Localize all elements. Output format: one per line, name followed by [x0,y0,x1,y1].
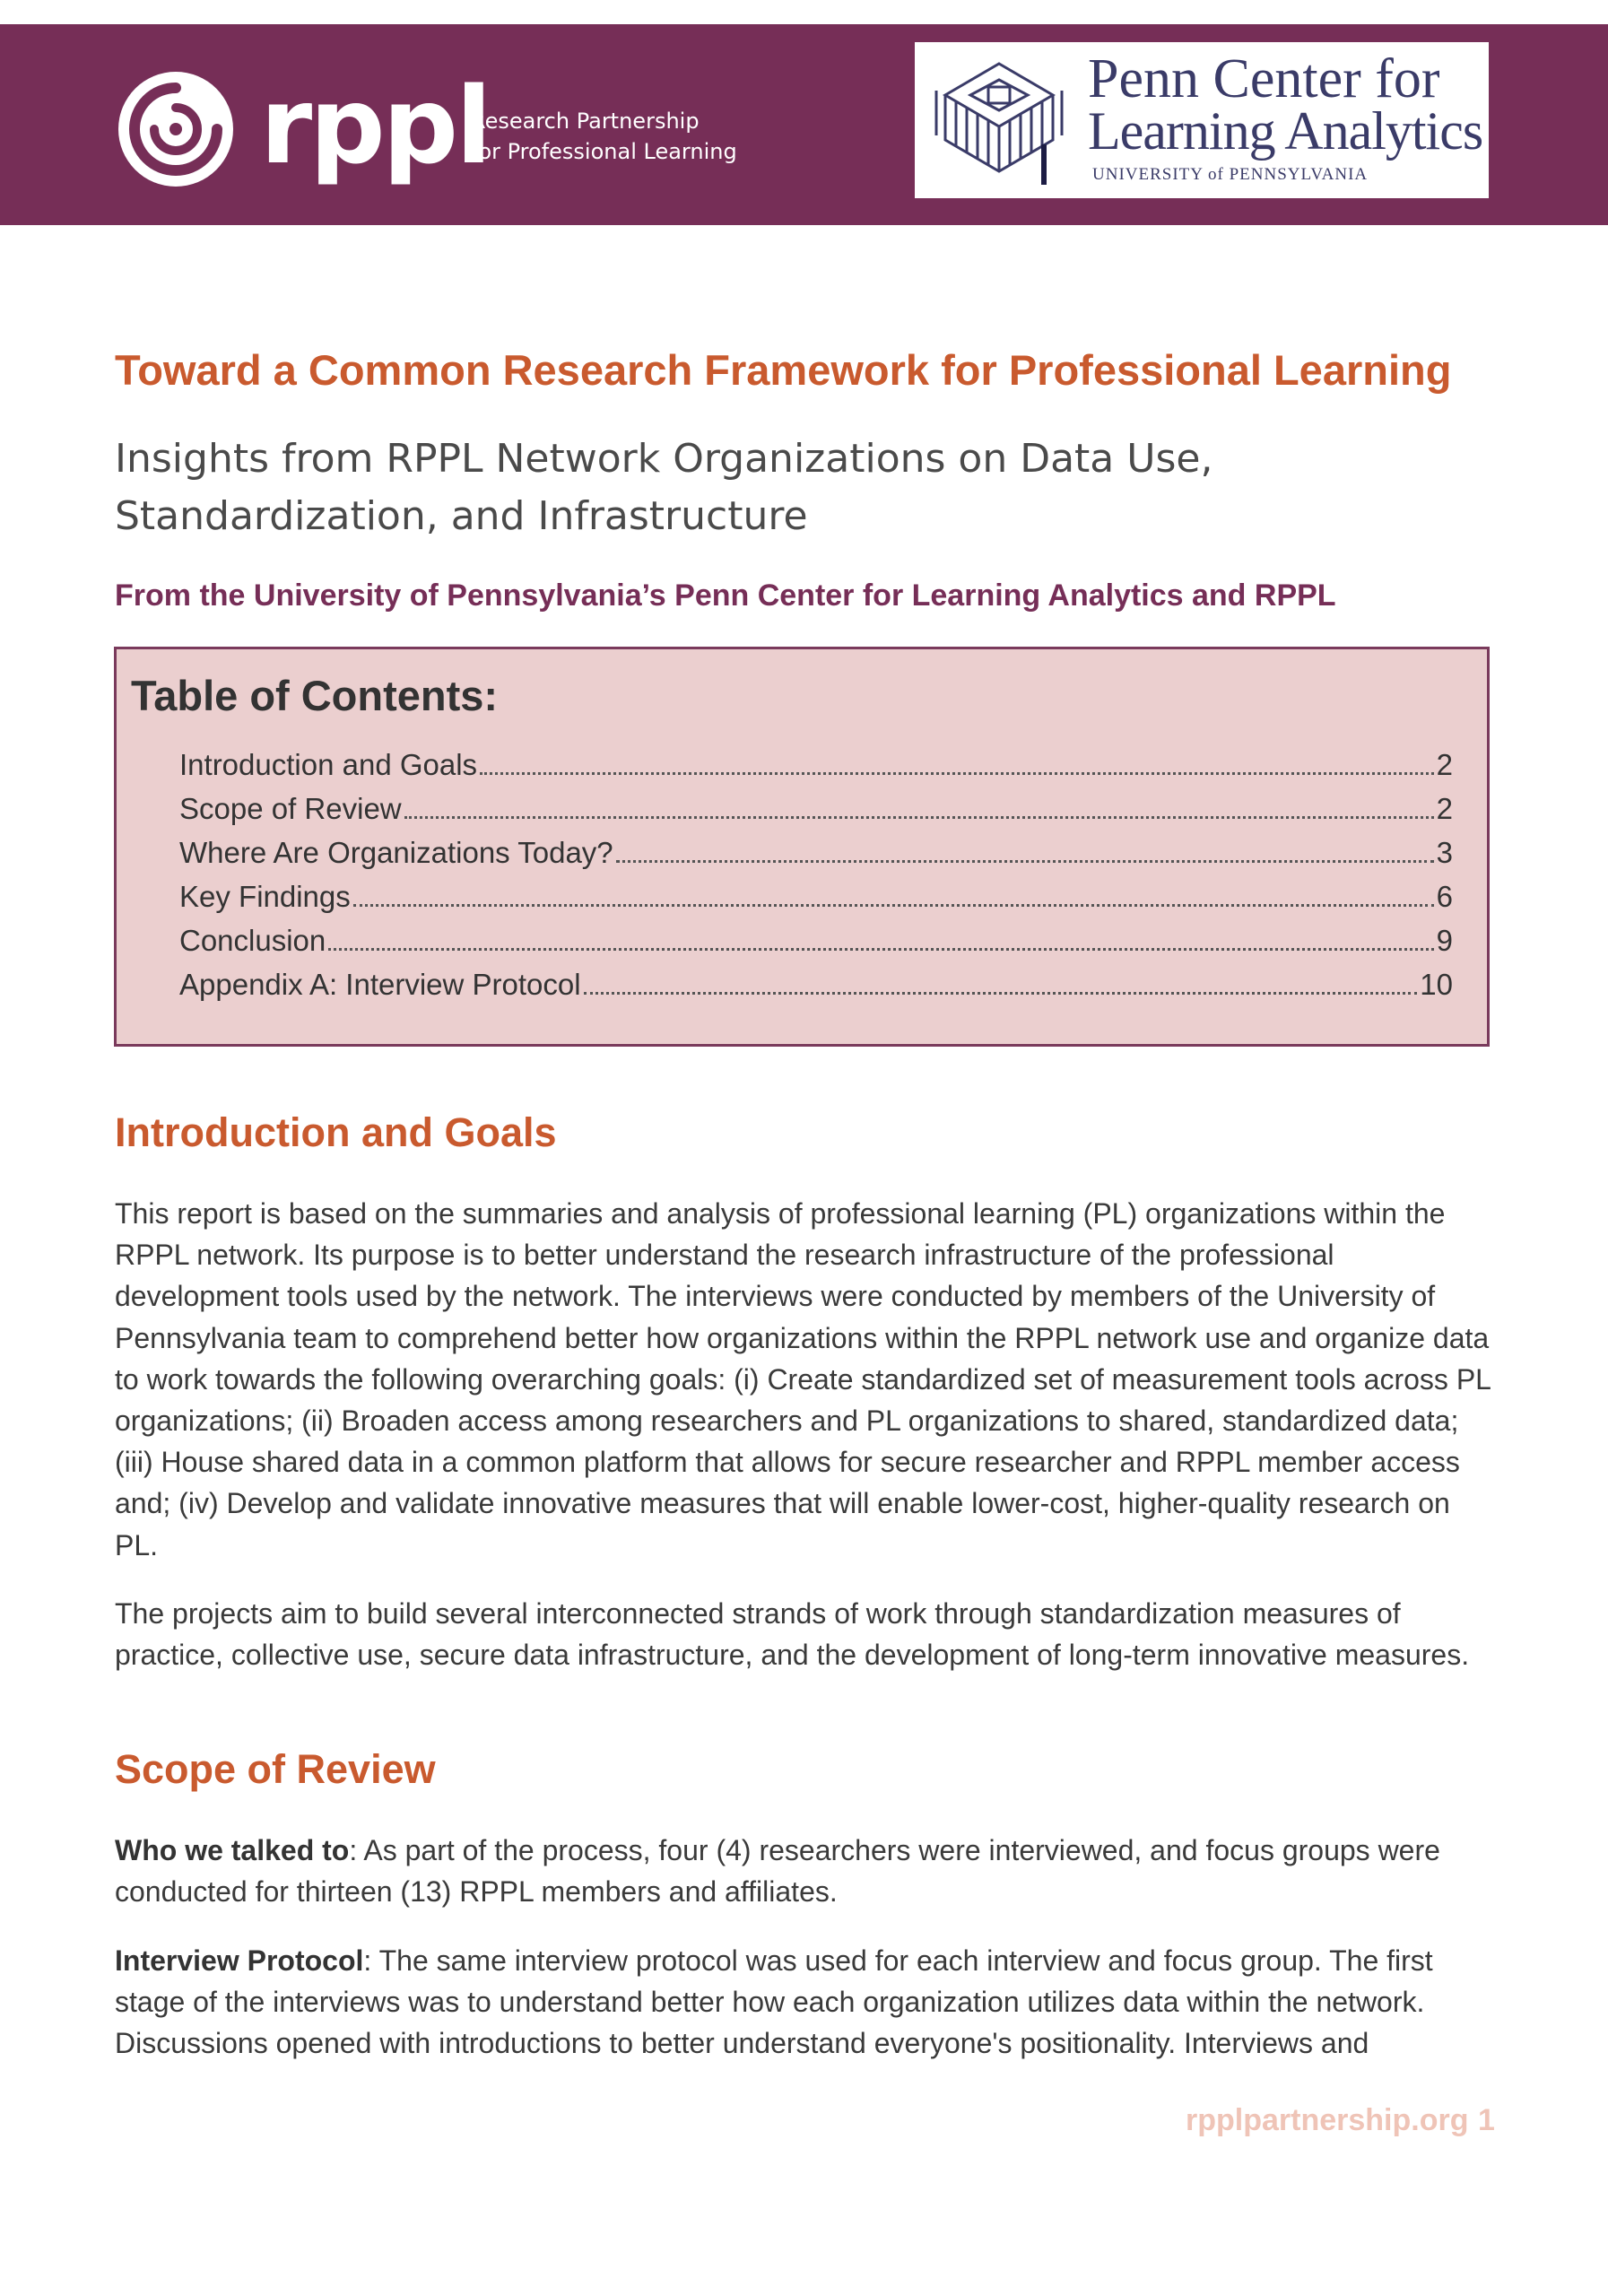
toc-item[interactable] [179,792,1453,836]
scope-text-who: : As part of the process, four (4) researchers were interviewed, and focus groups were conducted for thirteen (13) RPPL members and affiliates. [115,1834,1440,1909]
toc-list [179,748,1453,1012]
scope-text-protocol: : The same interview protocol was used for each interview and focus group. The first stage of the interviews was to understand better how each organization utilizes data within the network. Discussions opened with introductions to better understand everyone's positionality. Interviews and [115,1944,1433,2060]
toc-item[interactable] [179,836,1453,880]
toc-leader-dots [480,771,1434,775]
section-heading-intro: Introduction and Goals [115,1109,557,1155]
penn-center-logo [915,42,1489,198]
page-number: 1 [1478,2103,1495,2137]
toc-item-page: 10 [1420,968,1453,1001]
partner-name-line2: Learning Analytics [1088,101,1483,161]
document-title: Toward a Common Research Framework for Professional Learning [115,346,1452,394]
scope-paragraph-1 [115,1830,1496,1912]
toc-item[interactable] [179,968,1453,1012]
toc-item-label: Appendix A: Interview Protocol [179,968,581,1001]
toc-leader-dots [584,991,1418,995]
toc-item-label: Conclusion [179,924,326,957]
intro-paragraph-2: The projects aim to build several interconnected strands of work through standardization measures of practice, collective use, secure data infrastructure, and the development of long-term innovative measures. [115,1597,1470,1672]
document-subtitle: Insights from RPPL Network Organizations on Data Use, Standardization, and Infrastructure [115,436,1213,539]
toc-item-label: Where Are Organizations Today? [179,836,613,869]
toc-leader-dots [404,815,1434,819]
rppl-spiral-logo-icon [115,68,237,190]
document-attribution: From the University of Pennsylvania’s Penn Center for Learning Analytics and RPPL [115,578,1336,613]
toc-item-label: Scope of Review [179,792,402,825]
toc-item-label: Introduction and Goals [179,748,478,781]
rppl-tagline [471,106,737,167]
footer-url[interactable]: rpplpartnership.org [1186,2103,1469,2137]
toc-item-page: 2 [1436,748,1453,781]
penn-emblem-icon [927,55,1071,189]
rppl-wordmark: rppl [260,64,490,187]
partner-name-line1: Penn Center for [1088,48,1440,109]
section-heading-scope: Scope of Review [115,1746,436,1792]
rppl-tagline-line1: Research Partnership [471,109,700,134]
scope-paragraph-2 [115,1940,1496,2065]
toc-leader-dots [616,859,1434,863]
toc-item-page: 9 [1436,924,1453,957]
intro-paragraph-1: This report is based on the summaries and analysis of professional learning (PL) organizations within the RPPL network. Its purpose is to better understand the research infrastructure of the professional development tools used by the network. The interviews were conducted by members of the University of Pennsylvania team to comprehend better how organizations within the RPPL network use and organize data to work towards the following overarching goals: (i) Create standardized set of measurement tools across PL organizations; (ii) Broaden access among researchers and PL organizations to shared, standardized data; (iii) House shared data in a common platform that allows for secure researcher and RPPL member access and; (iv) Develop and validate innovative measures that will enable lower-cost, higher-quality research on PL. [115,1197,1491,1561]
rppl-tagline-line2: for Professional Learning [471,139,737,164]
toc-leader-dots [328,947,1433,951]
toc-item-page: 3 [1436,836,1453,869]
toc-item[interactable] [179,748,1453,792]
scope-lead-protocol: Interview Protocol [115,1944,364,1977]
toc-item-page: 2 [1436,792,1453,825]
toc-leader-dots [353,903,1434,907]
scope-lead-who: Who we talked to [115,1834,350,1866]
toc-item[interactable] [179,924,1453,968]
toc-heading: Table of Contents: [131,672,499,719]
toc-item[interactable] [179,880,1453,924]
toc-item-page: 6 [1436,880,1453,913]
partner-university: UNIVERSITY of PENNSYLVANIA [1092,165,1369,184]
table-of-contents [114,647,1490,1047]
toc-item-label: Key Findings [179,880,351,913]
